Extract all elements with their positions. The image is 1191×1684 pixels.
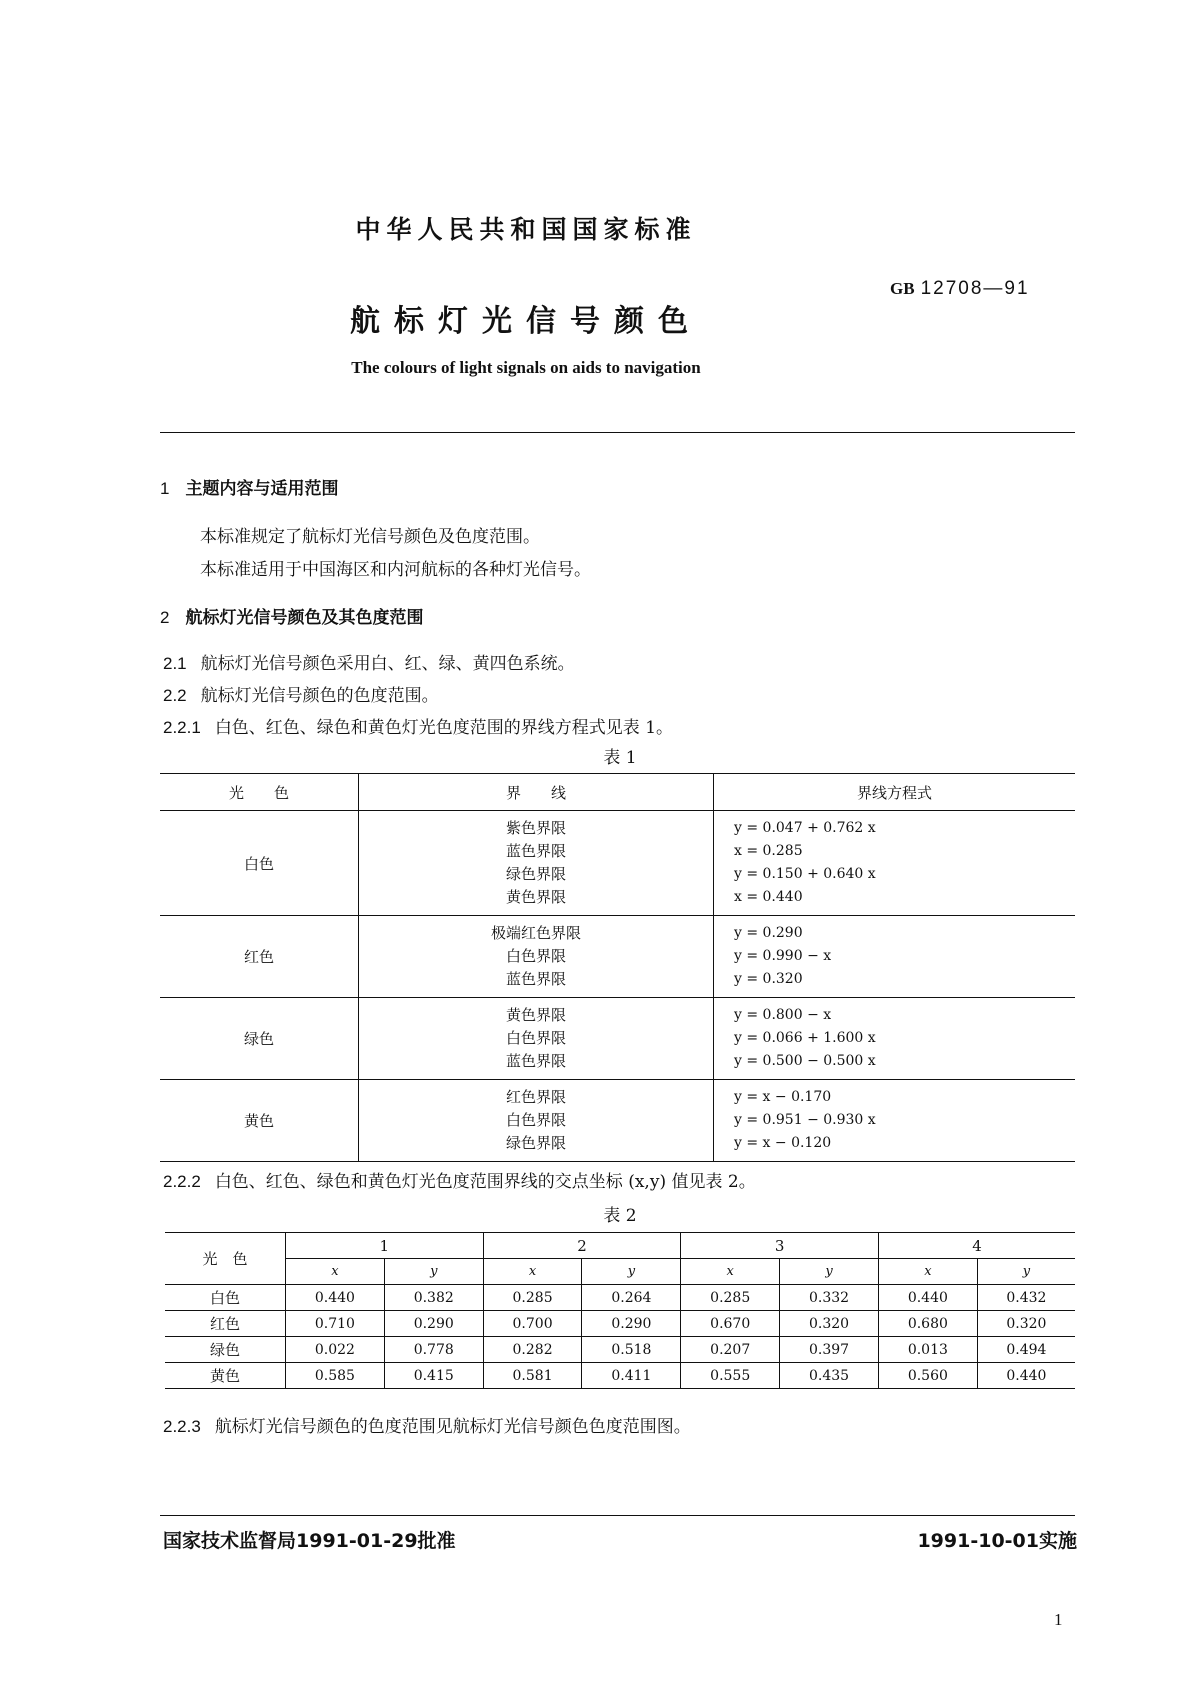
value-cell: 0.332 bbox=[780, 1285, 879, 1311]
equation: y = 0.066 + 1.600 x bbox=[734, 1030, 876, 1046]
table-row bbox=[160, 916, 1075, 998]
header-point-4: 4 bbox=[878, 1233, 1075, 1259]
national-standard-title: 中华人民共和国国家标准 bbox=[355, 215, 697, 244]
subheader-x: x bbox=[483, 1259, 582, 1285]
boundary-name: 黄色界限 bbox=[505, 888, 566, 906]
header-equation: 界线方程式 bbox=[714, 774, 1076, 811]
clause-number: 2.2.1 bbox=[163, 718, 201, 737]
subheader-x: x bbox=[878, 1259, 977, 1285]
value-cell: 0.778 bbox=[384, 1337, 483, 1363]
boundary-name: 黄色界限 bbox=[505, 1006, 566, 1024]
value-cell: 0.494 bbox=[977, 1337, 1075, 1363]
subheader-y: y bbox=[780, 1259, 879, 1285]
subheader-y: y bbox=[582, 1259, 681, 1285]
clause-number: 2.2.2 bbox=[163, 1172, 201, 1191]
table-2-intersection-coordinates bbox=[165, 1232, 1075, 1389]
boundary-cell bbox=[359, 998, 714, 1080]
value-cell: 0.560 bbox=[878, 1363, 977, 1389]
equation: y = 0.320 bbox=[734, 971, 803, 987]
value-cell: 0.585 bbox=[286, 1363, 385, 1389]
section-title: 航标灯光信号颜色及其色度范围 bbox=[185, 608, 424, 628]
boundary-name: 蓝色界限 bbox=[505, 842, 566, 860]
color-cell: 红色 bbox=[165, 1311, 286, 1337]
value-cell: 0.440 bbox=[977, 1363, 1075, 1389]
table-row bbox=[160, 811, 1075, 916]
clause-text: 航标灯光信号颜色采用白、红、绿、黄四色系统。 bbox=[200, 654, 575, 674]
header-boundary: 界 线 bbox=[359, 774, 714, 811]
clause-2-2-3 bbox=[163, 1412, 691, 1437]
clause-2-2-2 bbox=[163, 1167, 756, 1192]
color-cell: 黄色 bbox=[160, 1080, 359, 1162]
equation-cell bbox=[714, 1080, 1076, 1162]
table-row bbox=[165, 1285, 1075, 1311]
clause-text: 航标灯光信号颜色的色度范围。 bbox=[200, 686, 439, 706]
boundary-cell bbox=[359, 1080, 714, 1162]
boundary-name: 蓝色界限 bbox=[505, 970, 566, 988]
table-subheader-row bbox=[165, 1259, 1075, 1285]
boundary-name: 紫色界限 bbox=[505, 819, 566, 837]
equation-cell bbox=[714, 811, 1076, 916]
equation: y = x − 0.120 bbox=[734, 1135, 832, 1151]
clause-2-2-1 bbox=[163, 713, 673, 738]
value-cell: 0.013 bbox=[878, 1337, 977, 1363]
color-cell: 红色 bbox=[160, 916, 359, 998]
page-number: 1 bbox=[1054, 1610, 1063, 1629]
table-1-caption: 表 1 bbox=[603, 748, 637, 768]
equation: x = 0.285 bbox=[734, 843, 803, 859]
value-cell: 0.290 bbox=[384, 1311, 483, 1337]
value-cell: 0.415 bbox=[384, 1363, 483, 1389]
section-number: 1 bbox=[160, 479, 170, 498]
equation: y = 0.047 + 0.762 x bbox=[734, 820, 876, 836]
table-1-boundary-equations bbox=[160, 773, 1075, 1162]
value-cell: 0.700 bbox=[483, 1311, 582, 1337]
value-cell: 0.285 bbox=[483, 1285, 582, 1311]
table-row bbox=[165, 1311, 1075, 1337]
value-cell: 0.207 bbox=[681, 1337, 780, 1363]
value-cell: 0.285 bbox=[681, 1285, 780, 1311]
equation: y = 0.990 − x bbox=[734, 948, 832, 964]
paragraph: 本标准规定了航标灯光信号颜色及色度范围。 bbox=[200, 527, 540, 547]
value-cell: 0.282 bbox=[483, 1337, 582, 1363]
equation: y = 0.150 + 0.640 x bbox=[734, 866, 876, 882]
color-cell: 白色 bbox=[165, 1285, 286, 1311]
footer-divider bbox=[160, 1515, 1075, 1516]
header-point-3: 3 bbox=[681, 1233, 879, 1259]
subheader-x: x bbox=[681, 1259, 780, 1285]
equation: x = 0.440 bbox=[734, 889, 803, 905]
value-cell: 0.440 bbox=[878, 1285, 977, 1311]
boundary-name: 白色界限 bbox=[505, 947, 566, 965]
equation-cell bbox=[714, 998, 1076, 1080]
header-divider bbox=[160, 432, 1075, 433]
value-cell: 0.435 bbox=[780, 1363, 879, 1389]
header-point-1: 1 bbox=[286, 1233, 484, 1259]
table-row bbox=[165, 1337, 1075, 1363]
boundary-name: 蓝色界限 bbox=[505, 1052, 566, 1070]
value-cell: 0.670 bbox=[681, 1311, 780, 1337]
table-2-caption: 表 2 bbox=[603, 1206, 637, 1226]
header-color: 光 色 bbox=[165, 1233, 286, 1285]
document-title: 航标灯光信号颜色 bbox=[350, 304, 702, 339]
paragraph: 本标准适用于中国海区和内河航标的各种灯光信号。 bbox=[200, 560, 591, 580]
value-cell: 0.581 bbox=[483, 1363, 582, 1389]
color-cell: 绿色 bbox=[160, 998, 359, 1080]
header-color: 光 色 bbox=[160, 774, 359, 811]
value-cell: 0.397 bbox=[780, 1337, 879, 1363]
boundary-name: 绿色界限 bbox=[505, 1134, 566, 1152]
subheader-x: x bbox=[286, 1259, 385, 1285]
table-header-row bbox=[160, 774, 1075, 811]
color-cell: 绿色 bbox=[165, 1337, 286, 1363]
value-cell: 0.555 bbox=[681, 1363, 780, 1389]
equation: y = 0.951 − 0.930 x bbox=[734, 1112, 876, 1128]
equation: y = 0.290 bbox=[734, 925, 803, 941]
standard-code: 12708—91 bbox=[920, 278, 1030, 299]
value-cell: 0.320 bbox=[780, 1311, 879, 1337]
section-title: 主题内容与适用范围 bbox=[185, 479, 339, 499]
boundary-name: 绿色界限 bbox=[505, 865, 566, 883]
standard-prefix: GB bbox=[890, 279, 915, 298]
clause-text: 航标灯光信号颜色的色度范围见航标灯光信号颜色色度范围图。 bbox=[214, 1417, 691, 1437]
equation-cell bbox=[714, 916, 1076, 998]
table-row bbox=[160, 998, 1075, 1080]
boundary-name: 红色界限 bbox=[505, 1088, 566, 1106]
clause-2-1 bbox=[163, 649, 575, 674]
value-cell: 0.290 bbox=[582, 1311, 681, 1337]
table-row bbox=[165, 1363, 1075, 1389]
boundary-cell bbox=[359, 811, 714, 916]
clause-text: 白色、红色、绿色和黄色灯光色度范围的界线方程式见表 1。 bbox=[214, 718, 674, 738]
clause-number: 2.1 bbox=[163, 654, 187, 673]
clause-number: 2.2.3 bbox=[163, 1417, 201, 1436]
value-cell: 0.022 bbox=[286, 1337, 385, 1363]
subheader-y: y bbox=[977, 1259, 1075, 1285]
boundary-name: 白色界限 bbox=[505, 1029, 566, 1047]
value-cell: 0.264 bbox=[582, 1285, 681, 1311]
section-1-heading bbox=[160, 474, 338, 499]
equation: y = 0.500 − 0.500 x bbox=[734, 1053, 876, 1069]
color-cell: 白色 bbox=[160, 811, 359, 916]
clause-number: 2.2 bbox=[163, 686, 187, 705]
table-header-row bbox=[165, 1233, 1075, 1259]
subheader-y: y bbox=[384, 1259, 483, 1285]
section-2-heading bbox=[160, 603, 423, 628]
value-cell: 0.518 bbox=[582, 1337, 681, 1363]
equation: y = 0.800 − x bbox=[734, 1007, 832, 1023]
color-cell: 黄色 bbox=[165, 1363, 286, 1389]
value-cell: 0.411 bbox=[582, 1363, 681, 1389]
value-cell: 0.382 bbox=[384, 1285, 483, 1311]
document-title-english: The colours of light signals on aids to navigation bbox=[351, 358, 701, 377]
boundary-name: 白色界限 bbox=[505, 1111, 566, 1129]
header-point-2: 2 bbox=[483, 1233, 681, 1259]
boundary-name: 极端红色界限 bbox=[490, 924, 581, 942]
effective-date: 1991-10-01实施 bbox=[917, 1530, 1077, 1552]
value-cell: 0.432 bbox=[977, 1285, 1075, 1311]
equation: y = x − 0.170 bbox=[734, 1089, 832, 1105]
value-cell: 0.440 bbox=[286, 1285, 385, 1311]
value-cell: 0.680 bbox=[878, 1311, 977, 1337]
section-number: 2 bbox=[160, 608, 170, 627]
clause-2-2 bbox=[163, 681, 439, 706]
value-cell: 0.710 bbox=[286, 1311, 385, 1337]
value-cell: 0.320 bbox=[977, 1311, 1075, 1337]
table-row bbox=[160, 1080, 1075, 1162]
clause-text: 白色、红色、绿色和黄色灯光色度范围界线的交点坐标 (x,y) 值见表 2。 bbox=[214, 1172, 756, 1192]
boundary-cell bbox=[359, 916, 714, 998]
approval-date: 国家技术监督局1991-01-29批准 bbox=[163, 1530, 456, 1552]
